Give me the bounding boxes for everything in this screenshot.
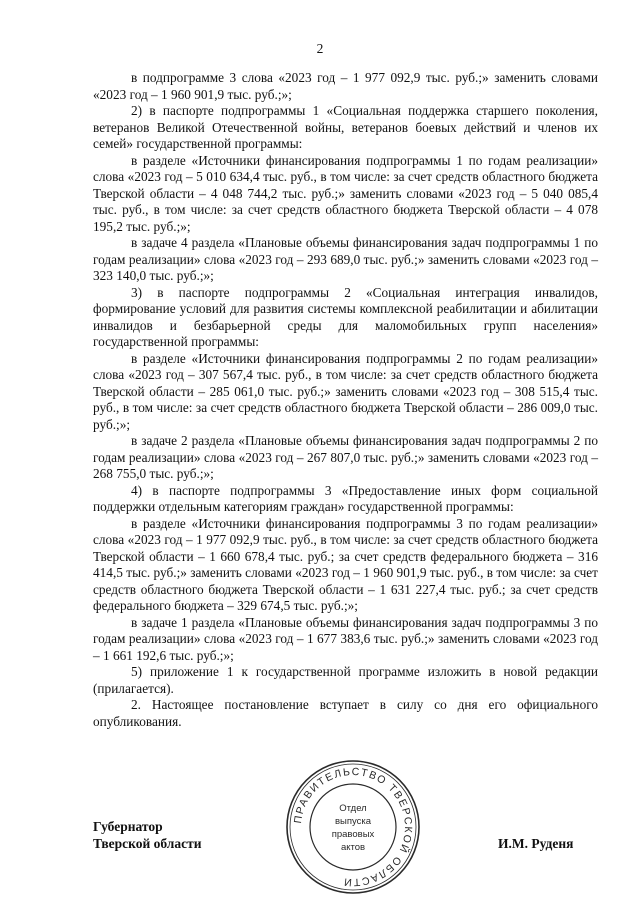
official-stamp — [283, 757, 423, 897]
signatory-name: И.М. Руденя — [498, 836, 574, 851]
stamp-center-line: актов — [340, 842, 366, 853]
document-body — [93, 70, 598, 730]
paragraph: в задаче 1 раздела «Плановые объемы финансирования задач подпрограммы 3 по годам реализации» слова «2023 год – 1 677 383,6 тыс. руб.;» заменить словами «2023 год – 1 661 192,6 тыс. руб.;»; — [93, 614, 598, 663]
stamp-center-line: Отдел — [339, 803, 367, 814]
paragraph: 4) в паспорте подпрограммы 3 «Предоставление иных форм социальной поддержки отдельным категориям граждан» государственной программы: — [93, 482, 598, 514]
paragraph: 5) приложение 1 к государственной программе изложить в новой редакции (прилагается). — [93, 664, 598, 696]
paragraph: в разделе «Источники финансирования подпрограммы 1 по годам реализации» слова «2023 год – 5 010 634,4 тыс. руб., в том числе: за счет средств областного бюджета Тверской области – 4 048 744,2 тыс. руб.;» заменить словами «2023 год – 5 040 085,4 тыс. руб., в том числе: за счет средств областного бюджета Тверской области – 4 078 195,2 тыс. руб.;»; — [93, 152, 598, 234]
page-number: 2 — [316, 41, 324, 56]
paragraph: в подпрограмме 3 слова «2023 год – 1 977 092,9 тыс. руб.;» заменить словами «2023 год – 1 960 901,9 тыс. руб.;»; — [93, 70, 598, 102]
signatory-title-line: Тверской области — [93, 836, 202, 851]
paragraph: 2) в паспорте подпрограммы 1 «Социальная поддержка старшего поколения, ветеранов Великой Отечественной войны, ветеранов боевых действий и членов их семей» государственной программы: — [93, 103, 598, 151]
stamp-center-line: правовых — [331, 829, 375, 840]
stamp-center-line: выпуска — [334, 816, 372, 827]
paragraph: в разделе «Источники финансирования подпрограммы 2 по годам реализации» слова «2023 год – 307 567,4 тыс. руб., в том числе: за счет средств областного бюджета Тверской области – 285 061,0 тыс. руб.;» заменить словами «2023 год – 308 515,4 тыс. руб., в том числе: за счет средств областного бюджета Тверской области – 286 009,0 тыс. руб.;»; — [93, 350, 598, 432]
paragraph: 2. Настоящее постановление вступает в силу со дня его официального опубликования. — [93, 697, 598, 729]
stamp-ring-text: ПРАВИТЕЛЬСТВО ТВЕРСКОЙ ОБЛАСТИ — [292, 765, 415, 889]
paragraph: в разделе «Источники финансирования подпрограммы 3 по годам реализации» слова «2023 год – 1 977 092,9 тыс. руб., в том числе: за счет средств областного бюджета Тверской области – 1 660 678,4 тыс. руб.; за счет средств федерального бюджета – 316 414,5 тыс. руб.;» заменить словами «2023 год – 1 960 901,9 тыс. руб., в том числе: за счет средств областного бюджета Тверской области – 1 631 227,4 тыс. руб.; за счет средств федерального бюджета – 329 674,5 тыс. руб.;»; — [93, 515, 598, 613]
signatory-title-line: Губернатор — [93, 819, 163, 834]
paragraph: 3) в паспорте подпрограммы 2 «Социальная интеграция инвалидов, формирование условий для развития системы комплексной реабилитации и абилитации инвалидов и безбарьерной среды для маломобильных групп населения» государственной программы: — [93, 284, 598, 349]
stamp-icon — [283, 757, 423, 897]
paragraph: в задаче 4 раздела «Плановые объемы финансирования задач подпрограммы 1 по годам реализации» слова «2023 год – 293 689,0 тыс. руб.;» заменить словами «2023 год – 323 140,0 тыс. руб.;»; — [93, 235, 598, 283]
paragraph: в задаче 2 раздела «Плановые объемы финансирования задач подпрограммы 2 по годам реализации» слова «2023 год – 267 807,0 тыс. руб.;» заменить словами «2023 год – 268 755,0 тыс. руб.;»; — [93, 433, 598, 481]
signatory-title — [93, 818, 202, 852]
